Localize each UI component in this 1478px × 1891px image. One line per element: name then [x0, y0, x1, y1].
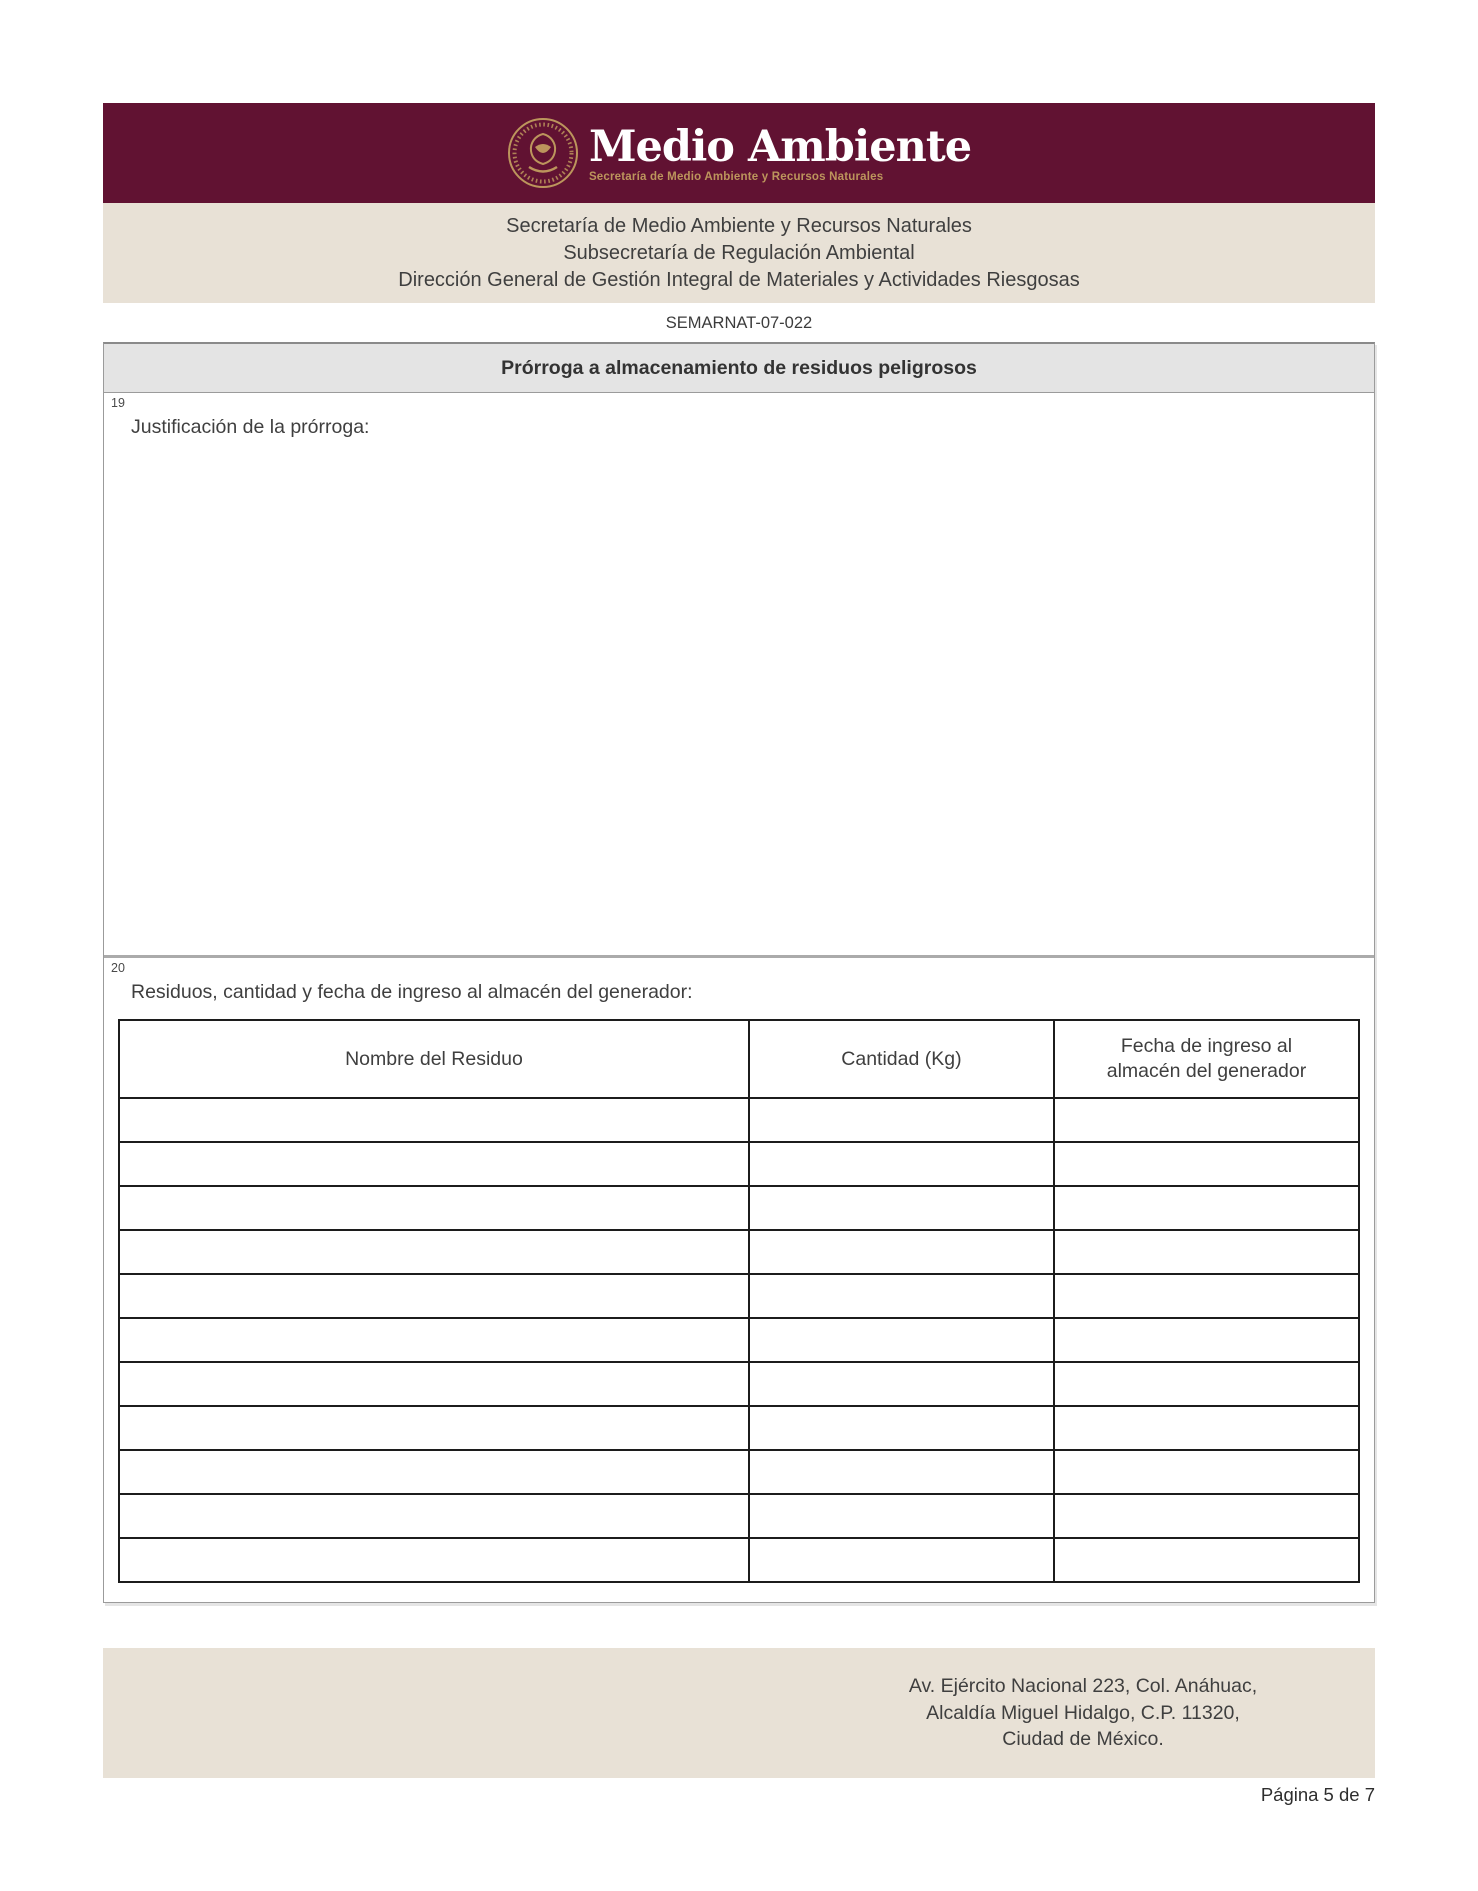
column-header-nombre: Nombre del Residuo: [119, 1020, 749, 1098]
table-row: [119, 1362, 1359, 1406]
logo-text-block: [588, 121, 972, 183]
table-cell[interactable]: [119, 1142, 749, 1186]
header-banner: [103, 103, 1375, 203]
column-header-cantidad: Cantidad (Kg): [749, 1020, 1054, 1098]
table-cell[interactable]: [1054, 1230, 1359, 1274]
table-cell[interactable]: [1054, 1406, 1359, 1450]
table-row: [119, 1318, 1359, 1362]
footer-address: [863, 1648, 1303, 1778]
table-cell[interactable]: [1054, 1186, 1359, 1230]
table-row: [119, 1274, 1359, 1318]
section-number: 20: [111, 961, 125, 975]
table-cell[interactable]: [749, 1230, 1054, 1274]
table-cell[interactable]: [119, 1538, 749, 1582]
table-cell[interactable]: [119, 1098, 749, 1142]
table-cell[interactable]: [749, 1186, 1054, 1230]
table-row: [119, 1538, 1359, 1582]
address-line: Av. Ejército Nacional 223, Col. Anáhuac,: [908, 1675, 1258, 1698]
table-cell[interactable]: [749, 1494, 1054, 1538]
address-line: Ciudad de México.: [1002, 1728, 1164, 1751]
table-row: [119, 1142, 1359, 1186]
page-number: Página 5 de 7: [1260, 1784, 1375, 1805]
residuos-table-body: [119, 1098, 1359, 1582]
table-cell[interactable]: [1054, 1274, 1359, 1318]
org-line-secretaria: Secretaría de Medio Ambiente y Recursos Naturales: [506, 214, 972, 237]
table-cell[interactable]: [119, 1362, 749, 1406]
section-residuos: [104, 958, 1374, 1599]
table-header-row: [119, 1020, 1359, 1098]
table-cell[interactable]: [119, 1186, 749, 1230]
table-cell[interactable]: [749, 1450, 1054, 1494]
table-cell[interactable]: [119, 1318, 749, 1362]
org-line-subsecretaria: Subsecretaría de Regulación Ambiental: [563, 241, 915, 264]
table-cell[interactable]: [1054, 1318, 1359, 1362]
section-justificacion: [104, 393, 1374, 958]
table-row: [119, 1406, 1359, 1450]
table-row: [119, 1230, 1359, 1274]
form-container: [103, 342, 1375, 1603]
table-cell[interactable]: [119, 1450, 749, 1494]
table-cell[interactable]: [749, 1406, 1054, 1450]
column-header-fecha: Fecha de ingreso al almacén del generador: [1054, 1020, 1359, 1098]
org-header: [103, 203, 1375, 303]
table-cell[interactable]: [749, 1274, 1054, 1318]
logo-wordmark: Medio Ambiente: [588, 121, 972, 172]
section-number: 19: [111, 396, 125, 410]
table-cell[interactable]: [1054, 1142, 1359, 1186]
table-row: [119, 1186, 1359, 1230]
table-cell[interactable]: [119, 1274, 749, 1318]
footer-bar: [103, 1648, 1375, 1778]
table-cell[interactable]: [749, 1318, 1054, 1362]
table-cell[interactable]: [119, 1494, 749, 1538]
residuos-table: [118, 1019, 1360, 1583]
justificacion-input[interactable]: [114, 451, 1364, 945]
table-row: [119, 1494, 1359, 1538]
table-row: [119, 1098, 1359, 1142]
form-code: SEMARNAT-07-022: [665, 314, 813, 332]
mexico-eagle-seal-icon: [507, 117, 579, 189]
table-cell[interactable]: [1054, 1098, 1359, 1142]
medio-ambiente-logo: [507, 117, 971, 189]
justificacion-label: Justificación de la prórroga:: [131, 416, 370, 438]
table-cell[interactable]: [1054, 1362, 1359, 1406]
table-cell[interactable]: [749, 1098, 1054, 1142]
table-cell[interactable]: [1054, 1538, 1359, 1582]
table-cell[interactable]: [1054, 1450, 1359, 1494]
table-cell[interactable]: [749, 1142, 1054, 1186]
table-cell[interactable]: [119, 1230, 749, 1274]
org-line-direccion: Dirección General de Gestión Integral de Materiales y Actividades Riesgosas: [398, 268, 1080, 291]
address-line: Alcaldía Miguel Hidalgo, C.P. 11320,: [926, 1701, 1240, 1724]
table-row: [119, 1450, 1359, 1494]
logo-subtitle: Secretaría de Medio Ambiente y Recursos Naturales: [588, 170, 884, 183]
table-cell[interactable]: [119, 1406, 749, 1450]
form-title: Prórroga a almacenamiento de residuos peligrosos: [104, 344, 1374, 393]
table-cell[interactable]: [749, 1362, 1054, 1406]
table-cell[interactable]: [1054, 1494, 1359, 1538]
residuos-label: Residuos, cantidad y fecha de ingreso al almacén del generador:: [131, 981, 693, 1003]
table-cell[interactable]: [749, 1538, 1054, 1582]
